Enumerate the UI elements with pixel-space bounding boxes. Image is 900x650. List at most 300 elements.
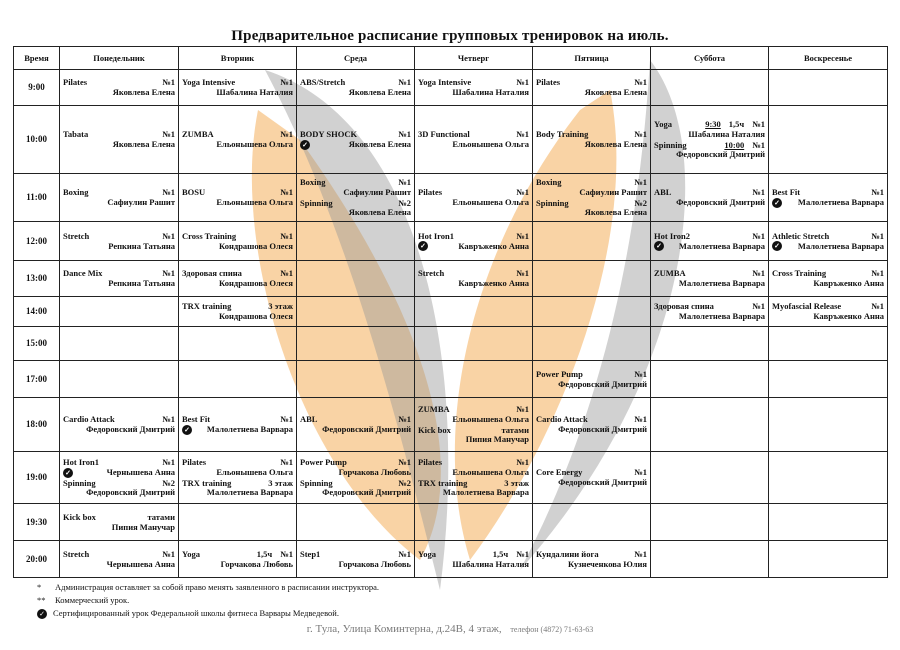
class-duration: 1,5ч: [256, 548, 273, 559]
trainer-name: Пипия Манучар: [465, 434, 529, 445]
trainer-name: Яковлева Елена: [584, 139, 647, 149]
schedule-cell: [415, 70, 533, 106]
class-name: Здоровая спина: [654, 301, 714, 312]
class-entry: [63, 269, 175, 288]
class-name: Pilates: [418, 187, 443, 198]
class-name: Kick box: [63, 511, 96, 522]
schedule-cell: [769, 361, 888, 398]
class-entry: [654, 269, 765, 288]
schedule-cell: [533, 452, 651, 504]
class-name: Boxing: [63, 187, 89, 198]
class-entry: [536, 370, 647, 389]
trainer-name: Федоровский Дмитрий: [322, 487, 411, 498]
schedule-cell: [60, 452, 179, 504]
schedule-row: [14, 361, 888, 398]
schedule-cell: [179, 541, 297, 578]
time-cell: 18:00: [14, 398, 60, 452]
class-room: №1: [516, 77, 529, 88]
schedule-cell: [297, 106, 415, 174]
time-cell: 11:00: [14, 174, 60, 222]
class-time: 9:30: [705, 119, 721, 130]
class-room: №1: [162, 187, 175, 198]
class-name: Кундалини йога: [536, 548, 599, 559]
class-name: Cross Training: [772, 268, 827, 279]
schedule-row: [14, 297, 888, 327]
schedule-cell: [651, 106, 769, 174]
class-entry: [182, 302, 293, 321]
class-room: №1: [752, 187, 765, 198]
class-name: Boxing: [536, 177, 562, 188]
schedule-cell: [60, 504, 179, 541]
address-line: [0, 623, 900, 635]
class-entry: [772, 232, 884, 252]
class-room: №1: [162, 268, 175, 279]
class-room: №1: [280, 548, 293, 559]
class-name: Pilates: [182, 457, 207, 468]
class-room: №1: [516, 187, 529, 198]
class-entry: [63, 479, 175, 498]
certified-icon: ✓: [654, 241, 664, 251]
class-name: Myofascial Release: [772, 301, 842, 312]
class-name: Hot Iron1: [418, 230, 454, 241]
schedule-cell: [769, 297, 888, 327]
trainer-name: Ельонышева Ольга: [216, 466, 293, 477]
class-entry: [536, 78, 647, 97]
schedule-cell: [651, 174, 769, 222]
class-room: №1: [398, 77, 411, 88]
class-entry: [418, 232, 529, 252]
address: г. Тула, Улица Коминтерна, д.24В, 4 этаж,: [306, 623, 502, 635]
class-entry: [182, 415, 293, 435]
time-cell: 19:30: [14, 504, 60, 541]
schedule-cell: [297, 174, 415, 222]
class-entry: [536, 178, 647, 197]
schedule-cell: [415, 504, 533, 541]
schedule-cell: [60, 174, 179, 222]
class-room: №1: [752, 268, 765, 279]
schedule-cell: [179, 452, 297, 504]
trainer-name: Репкина Татьяна: [108, 240, 175, 251]
class-name: ZUMBA: [654, 268, 686, 279]
footnotes: [37, 581, 379, 620]
class-name: TRX training: [182, 477, 232, 488]
class-room: №2: [398, 197, 411, 208]
trainer-name: Яковлева Елена: [348, 87, 411, 97]
class-meta: [512, 232, 529, 242]
class-entry: [182, 232, 293, 251]
time-cell: 13:00: [14, 261, 60, 297]
class-entry: [63, 458, 175, 478]
class-name: Cross Training: [182, 230, 237, 241]
schedule-cell: [60, 327, 179, 361]
trainer-name: Малолетнева Варвара: [678, 278, 765, 288]
schedule-cell: [769, 541, 888, 578]
trainer-name: Кавръженко Анна: [458, 240, 529, 251]
class-name: Best Fit: [772, 187, 801, 198]
schedule-cell: [179, 361, 297, 398]
trainer-name: Горчакова Любовь: [338, 558, 411, 569]
class-room: №1: [752, 230, 765, 241]
class-entry: [536, 468, 647, 487]
class-entry: [654, 232, 765, 252]
schedule-row: [14, 541, 888, 578]
class-room: №1: [752, 119, 765, 130]
class-entry: [182, 188, 293, 207]
class-name: Pilates: [63, 77, 88, 88]
header-saturday: Суббота: [651, 47, 769, 70]
class-name: BODY SHOCK: [300, 129, 358, 140]
schedule-cell: [533, 106, 651, 174]
footnote-mark: *: [37, 582, 42, 592]
trainer-name: Шабалина Наталия: [216, 87, 293, 97]
trainer-name: Федоровский Дмитрий: [86, 487, 175, 498]
schedule-row: [14, 174, 888, 222]
class-room: №1: [634, 548, 647, 559]
class-entry: [654, 188, 765, 207]
schedule-cell: [179, 70, 297, 106]
class-name: Dance Mix: [63, 268, 103, 279]
class-room: №1: [516, 129, 529, 140]
class-entry: [300, 178, 411, 197]
header-time: Время: [14, 47, 60, 70]
schedule-cell: [60, 361, 179, 398]
class-name: Boxing: [300, 177, 326, 188]
class-name: Cardio Attack: [536, 414, 588, 425]
trainer-name: Яковлева Елена: [584, 207, 647, 218]
class-entry: [536, 550, 647, 569]
time-cell: 20:00: [14, 541, 60, 578]
schedule-cell: [179, 106, 297, 174]
header-wednesday: Среда: [297, 47, 415, 70]
class-room: татами: [501, 424, 529, 435]
class-name: Spinning: [63, 477, 96, 488]
trainer-name: Сафиулин Рашит: [579, 186, 647, 197]
class-name: Step1: [300, 548, 321, 559]
class-room: №1: [634, 368, 647, 379]
page-title: Предварительное расписание групповых тренировок на июль.: [231, 28, 669, 44]
class-room: №1: [516, 548, 529, 559]
class-entry: [182, 130, 293, 149]
class-entry: [300, 458, 411, 477]
class-room: №1: [280, 129, 293, 140]
class-name: Hot Iron2: [654, 230, 690, 241]
time-cell: 17:00: [14, 361, 60, 398]
class-entry: [182, 269, 293, 288]
class-entry: [300, 479, 411, 498]
class-entry: [182, 78, 293, 97]
header-monday: Понедельник: [60, 47, 179, 70]
class-entry: [300, 199, 411, 218]
schedule-wrapper: [13, 26, 887, 578]
trainer-name: Кавръженко Анна: [813, 311, 884, 321]
class-room: №1: [516, 230, 529, 241]
schedule-cell: [651, 452, 769, 504]
class-time: 10:00: [724, 139, 745, 150]
schedule-cell: [651, 70, 769, 106]
schedule-cell: [533, 297, 651, 327]
schedule-cell: [297, 327, 415, 361]
schedule-cell: [60, 297, 179, 327]
footnote-text: Коммерческий урок.: [55, 595, 130, 605]
class-room: татами: [147, 511, 175, 522]
trainer-name: Кондрашова Олеся: [219, 311, 293, 321]
trainer-name: Ельонышева Ольга: [452, 139, 529, 149]
class-name: BOSU: [182, 187, 206, 198]
schedule-cell: [297, 361, 415, 398]
trainer-name: Ельонышева Ольга: [452, 197, 529, 207]
class-entry: [300, 415, 411, 434]
class-name: Yoga Intensive: [418, 77, 472, 88]
class-name: Best Fit: [182, 414, 211, 425]
schedule-row: [14, 398, 888, 452]
schedule-row: [14, 222, 888, 261]
class-entry: [772, 188, 884, 208]
class-name: Body Training: [536, 129, 589, 140]
class-entry: [300, 78, 411, 97]
trainer-name: Федоровский Дмитрий: [676, 197, 765, 207]
class-room: №1: [871, 230, 884, 241]
schedule-cell: [179, 297, 297, 327]
trainer-name: Чернышева Анна: [106, 558, 175, 569]
schedule-cell: [415, 452, 533, 504]
schedule-row: [14, 452, 888, 504]
schedule-row: [14, 504, 888, 541]
class-entry: [654, 120, 765, 139]
class-entry: [536, 130, 647, 149]
class-room: №1: [398, 129, 411, 140]
schedule-table: [13, 46, 888, 578]
class-meta: [867, 232, 884, 242]
trainer-name: Горчакова Любовь: [220, 558, 293, 569]
class-name: Spinning: [654, 139, 687, 150]
trainer-name: Кондрашова Олеся: [219, 278, 293, 288]
schedule-cell: [533, 222, 651, 261]
trainer-name: Сафиулин Рашит: [343, 186, 411, 197]
class-name: Yoga: [182, 548, 200, 559]
class-name: Tabata: [63, 129, 89, 140]
schedule-cell: [415, 106, 533, 174]
schedule-cell: [415, 398, 533, 452]
class-entry: [418, 458, 529, 477]
class-name: Athletic Stretch: [772, 230, 830, 241]
class-room: 3 этаж: [504, 477, 529, 488]
certified-icon: ✓: [37, 609, 47, 619]
class-room: №1: [280, 230, 293, 241]
class-duration: 1,5ч: [728, 119, 745, 130]
schedule-cell: [651, 398, 769, 452]
certified-icon: ✓: [300, 140, 310, 150]
trainer-name: Малолетнева Варвара: [206, 487, 293, 498]
schedule-cell: [533, 70, 651, 106]
trainer-name: Федоровский Дмитрий: [322, 424, 411, 434]
class-room: №1: [280, 268, 293, 279]
class-entry: [63, 232, 175, 251]
schedule-cell: [533, 327, 651, 361]
class-name: Power Pump: [536, 368, 583, 379]
class-entry: [418, 479, 529, 498]
schedule-cell: [297, 261, 415, 297]
class-name: ZUMBA: [182, 129, 214, 140]
trainer-name: Малолетнева Варвара: [797, 240, 884, 251]
class-room: №1: [280, 414, 293, 425]
class-room: №1: [516, 457, 529, 468]
trainer-name: Ельонышева Ольга: [452, 413, 529, 424]
schedule-cell: [60, 261, 179, 297]
schedule-cell: [769, 222, 888, 261]
class-entry: [63, 78, 175, 97]
footnote-mark: **: [37, 595, 46, 605]
schedule-cell: [179, 327, 297, 361]
class-room: №1: [634, 77, 647, 88]
class-room: №1: [634, 177, 647, 188]
certified-icon: ✓: [772, 241, 782, 251]
trainer-name: Шабалина Наталия: [452, 87, 529, 97]
class-entry: [772, 269, 884, 288]
schedule-cell: [179, 222, 297, 261]
class-entry: [536, 199, 647, 218]
class-room: №1: [871, 301, 884, 312]
schedule-cell: [651, 327, 769, 361]
schedule-cell: [415, 541, 533, 578]
trainer-name: Яковлева Елена: [584, 87, 647, 97]
class-entry: [418, 426, 529, 445]
class-room: №2: [162, 477, 175, 488]
footnote-text: Администрация оставляет за собой право менять заявленного в расписании инструктора.: [55, 582, 379, 592]
class-room: 3 этаж: [268, 301, 293, 312]
class-entry: [654, 141, 765, 160]
class-entry: [772, 302, 884, 321]
schedule-cell: [297, 222, 415, 261]
class-name: Spinning: [536, 197, 569, 208]
footnote-text: Сертифицированный урок Федеральной школы фитнеса Варвары Медведевой.: [53, 608, 339, 618]
class-room: №1: [280, 187, 293, 198]
schedule-cell: [60, 398, 179, 452]
class-room: №1: [871, 187, 884, 198]
trainer-name: Малолетнева Варвара: [797, 197, 884, 207]
schedule-cell: [769, 261, 888, 297]
class-room: №1: [634, 467, 647, 478]
class-room: №2: [634, 197, 647, 208]
class-name: TRX training: [418, 477, 468, 488]
schedule-cell: [415, 361, 533, 398]
class-room: №1: [162, 548, 175, 559]
footnote-admin: [37, 581, 379, 594]
schedule-cell: [297, 70, 415, 106]
schedule-cell: [533, 174, 651, 222]
class-name: ABL: [300, 414, 318, 425]
schedule-cell: [769, 174, 888, 222]
schedule-cell: [297, 504, 415, 541]
time-cell: 12:00: [14, 222, 60, 261]
schedule-cell: [651, 222, 769, 261]
schedule-cell: [179, 174, 297, 222]
trainer-name: Ельонышева Ольга: [452, 466, 529, 477]
schedule-cell: [60, 106, 179, 174]
class-meta: [748, 232, 765, 242]
class-room: №1: [162, 77, 175, 88]
trainer-name: Шабалина Наталия: [688, 128, 765, 139]
schedule-cell: [769, 70, 888, 106]
trainer-name: Пипия Манучар: [111, 521, 175, 532]
footnote-commercial: [37, 594, 379, 607]
schedule-row: [14, 106, 888, 174]
time-cell: 10:00: [14, 106, 60, 174]
certified-icon: ✓: [772, 198, 782, 208]
trainer-name: Горчакова Любовь: [338, 466, 411, 477]
class-entry: [63, 550, 175, 569]
schedule-cell: [651, 541, 769, 578]
trainer-name: Малолетнева Варвара: [678, 240, 765, 251]
schedule-cell: [651, 504, 769, 541]
class-entry: [418, 78, 529, 97]
class-name: Здоровая спина: [182, 268, 242, 279]
schedule-cell: [60, 70, 179, 106]
trainer-name: Федоровский Дмитрий: [558, 378, 647, 389]
schedule-cell: [415, 327, 533, 361]
class-name: Pilates: [418, 457, 443, 468]
class-entry: [63, 130, 175, 149]
class-room: №1: [752, 139, 765, 150]
schedule-cell: [297, 398, 415, 452]
class-duration: 1,5ч: [492, 548, 509, 559]
class-room: №1: [162, 414, 175, 425]
class-room: №1: [162, 457, 175, 468]
schedule-cell: [179, 504, 297, 541]
schedule-cell: [179, 261, 297, 297]
class-entry: [418, 550, 529, 569]
schedule-cell: [297, 541, 415, 578]
schedule-cell: [533, 504, 651, 541]
schedule-cell: [60, 541, 179, 578]
schedule-cell: [533, 541, 651, 578]
class-name: Cardio Attack: [63, 414, 115, 425]
schedule-row: [14, 70, 888, 106]
schedule-cell: [60, 222, 179, 261]
class-name: Core Energy: [536, 467, 583, 478]
trainer-name: Сафиулин Рашит: [107, 197, 175, 207]
class-name: Pilates: [536, 77, 561, 88]
time-cell: 15:00: [14, 327, 60, 361]
class-room: №1: [398, 414, 411, 425]
class-entry: [182, 458, 293, 477]
class-room: №1: [280, 457, 293, 468]
header-friday: Пятница: [533, 47, 651, 70]
class-entry: [63, 415, 175, 434]
class-room: №1: [162, 230, 175, 241]
class-entry: [182, 550, 293, 569]
trainer-name: Федоровский Дмитрий: [676, 149, 765, 160]
certified-icon: ✓: [63, 468, 73, 478]
class-room: №1: [871, 268, 884, 279]
trainer-name: Кавръженко Анна: [813, 278, 884, 288]
time-cell: 19:00: [14, 452, 60, 504]
class-room: №1: [516, 268, 529, 279]
class-entry: [536, 415, 647, 434]
class-entry: [300, 550, 411, 569]
class-entry: [654, 302, 765, 321]
trainer-name: Ельонышева Ольга: [216, 139, 293, 149]
class-name: Spinning: [300, 477, 333, 488]
class-room: №1: [634, 414, 647, 425]
class-room: №1: [398, 177, 411, 188]
class-name: Stretch: [418, 268, 445, 279]
class-name: ABS/Stretch: [300, 77, 346, 88]
header-thursday: Четверг: [415, 47, 533, 70]
class-entry: [63, 188, 175, 207]
trainer-name: Малолетнева Варвара: [678, 311, 765, 321]
trainer-name: Репкина Татьяна: [108, 278, 175, 288]
schedule-cell: [415, 261, 533, 297]
